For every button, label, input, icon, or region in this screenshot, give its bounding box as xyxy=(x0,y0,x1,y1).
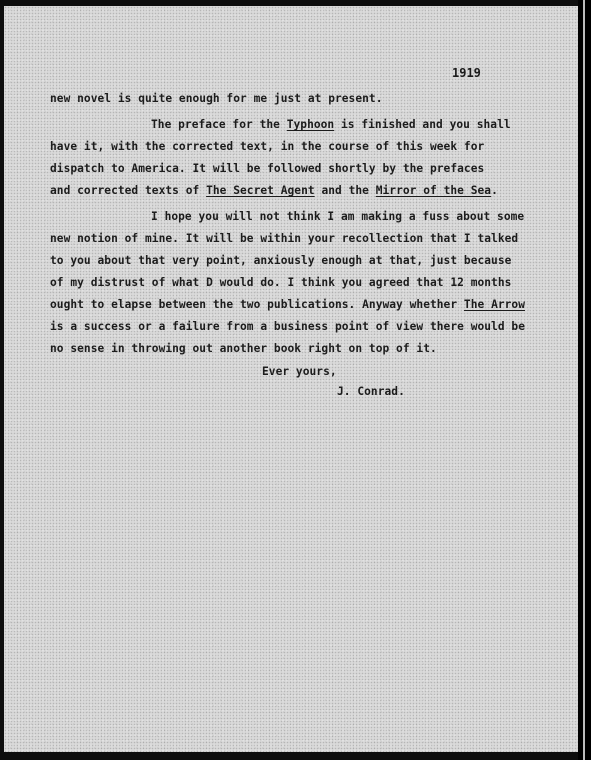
letter-line xyxy=(151,118,511,131)
line-text: have it, with the corrected text, in the course of this week for xyxy=(50,140,485,153)
underlined-title: Typhoon xyxy=(286,118,335,131)
line-text: new novel is quite enough for me just at present. xyxy=(50,92,383,105)
letter-closing: Ever yours, xyxy=(262,365,337,378)
letter-line xyxy=(50,342,437,355)
line-text: is a success or a failure from a business point of view there would be xyxy=(50,320,525,333)
letter-signature: J. Conrad. xyxy=(337,385,405,398)
line-text: . xyxy=(491,184,498,197)
line-text: to you about that very point, anxiously enough at that, just because xyxy=(50,254,512,267)
letter-line xyxy=(50,140,484,153)
letter-line xyxy=(50,232,518,245)
line-text: I hope you will not think I am making a fuss about some xyxy=(151,210,525,223)
letter-line xyxy=(50,320,525,333)
line-text: ought to elapse between the two publications. Anyway whether xyxy=(50,298,464,311)
letter-line xyxy=(50,298,525,311)
letter-line xyxy=(151,210,524,223)
line-text: new notion of mine. It will be within your recollection that I talked xyxy=(50,232,519,245)
line-text: no sense in throwing out another book right on top of it. xyxy=(50,342,437,355)
letter-line xyxy=(50,276,511,289)
line-text: and corrected texts of xyxy=(50,184,207,197)
letter-line xyxy=(50,184,498,197)
letter-line xyxy=(50,254,511,267)
underlined-title: The Arrow xyxy=(463,298,525,311)
letter-line xyxy=(50,92,383,105)
underlined-title: The Secret Agent xyxy=(206,184,315,197)
page-number: 1919 xyxy=(452,66,481,80)
line-text: The preface for the xyxy=(151,118,287,131)
scan-edge-strip xyxy=(583,0,585,760)
line-text: and the xyxy=(314,184,376,197)
line-text: is finished and you shall xyxy=(334,118,511,131)
letter-line xyxy=(50,162,484,175)
line-text: of my distrust of what D would do. I think you agreed that 12 months xyxy=(50,276,512,289)
line-text: dispatch to America. It will be followed shortly by the prefaces xyxy=(50,162,485,175)
underlined-title: Mirror of the Sea xyxy=(375,184,492,197)
